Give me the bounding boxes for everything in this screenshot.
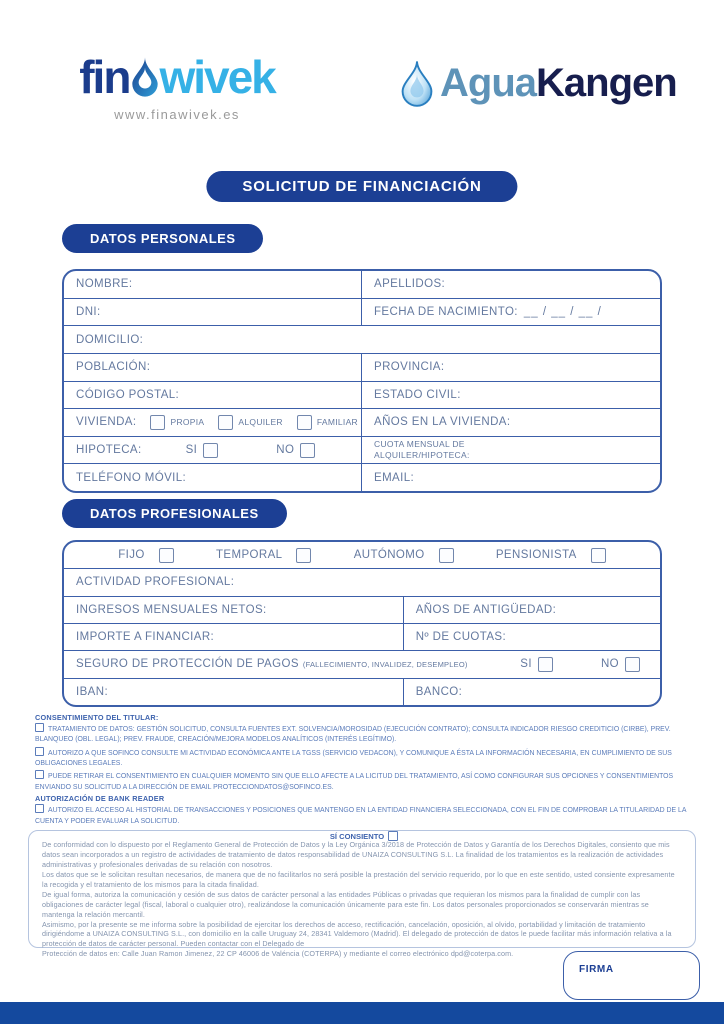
field-label: APELLIDOS: xyxy=(374,278,446,291)
checkbox-fijo[interactable] xyxy=(159,548,174,563)
option-label: SI xyxy=(185,444,198,457)
field-poblacion[interactable] xyxy=(64,354,362,381)
field-dni[interactable] xyxy=(64,299,362,326)
table-row xyxy=(64,353,660,381)
consent-item xyxy=(35,770,693,793)
field-label: SEGURO DE PROTECCIÓN DE PAGOS xyxy=(76,658,299,671)
option-label: FAMILIAR xyxy=(316,417,358,428)
option-label: TEMPORAL xyxy=(215,549,283,562)
table-row xyxy=(64,623,660,650)
water-drop-icon xyxy=(130,55,160,99)
section-title-datos-personales: DATOS PERSONALES xyxy=(62,224,263,253)
option-label: SI xyxy=(520,658,532,671)
field-label: POBLACIÓN: xyxy=(76,361,151,374)
option-label: PENSIONISTA xyxy=(495,549,577,562)
aguakangen-logo-text-kangen: Kangen xyxy=(536,60,677,105)
field-seguro-proteccion-pagos xyxy=(64,651,660,677)
aguakangen-logo-text-agua: Agua xyxy=(440,60,536,105)
field-label-line1: CUOTA MENSUAL DE xyxy=(374,439,465,450)
field-label: CÓDIGO POSTAL: xyxy=(76,388,180,401)
option-label: ALQUILER xyxy=(238,417,283,428)
field-hipoteca xyxy=(64,437,362,464)
field-ingresos-mensuales[interactable] xyxy=(64,597,404,623)
water-drop-icon xyxy=(399,60,435,106)
field-label: TELÉFONO MÓVIL: xyxy=(76,471,187,484)
table-row xyxy=(64,436,660,464)
field-label: INGRESOS MENSUALES NETOS: xyxy=(76,603,267,616)
professional-data-table xyxy=(62,540,662,707)
checkbox-seguro-si[interactable] xyxy=(538,657,553,672)
field-label: IMPORTE A FINANCIAR: xyxy=(76,631,215,644)
field-importe-a-financiar[interactable] xyxy=(64,624,404,650)
field-label: PROVINCIA: xyxy=(374,361,445,374)
field-label: FECHA DE NACIMIENTO: xyxy=(374,305,518,318)
consent-item-text: AUTORIZO A QUE SOFINCO CONSULTE MI ACTIVIDAD ECONÓMICA ANTE LA TGSS (SERVICIO VEDACON), Y COMUNIQUE A ÉSTA LA INFORMACIÓN NECESARIA, EN CUMPLIMIENTO DE SUS OBLIGACIONES LEGALES. xyxy=(35,749,672,768)
table-row xyxy=(64,298,660,326)
legal-paragraph: Protección de datos en: Calle Juan Ramon Jimenez, 22 CP 46006 de Valéncia (COTERPA) y mediante el correo electrónico dpd@coterpa.com. xyxy=(42,949,514,959)
field-label: EMAIL: xyxy=(374,471,415,484)
table-row xyxy=(64,568,660,595)
field-label-line2: ALQUILER/HIPOTECA: xyxy=(374,450,470,461)
consent-item-text: PUEDE RETIRAR EL CONSENTIMIENTO EN CUALQUIER MOMENTO SIN QUE ELLO AFECTE A LA LICITUD DEL TRATAMIENTO, ASÍ COMO CONFIGURAR SUS OPCIONES Y CONSENTIMIENTOS ENVIANDO SU SOLICITUD A LA DIRECCIÓN DE EMAIL PROTECCIONDATOS@SOFINCO.ES. xyxy=(35,773,674,791)
field-label: DNI: xyxy=(76,305,101,318)
personal-data-table xyxy=(62,269,662,493)
field-label: IBAN: xyxy=(76,685,109,698)
field-label: DOMICILIO: xyxy=(76,333,144,346)
si-consiento-label: SÍ CONSIENTO xyxy=(329,831,385,841)
checkbox-bank-reader[interactable] xyxy=(35,804,44,813)
table-row xyxy=(64,463,660,491)
field-label: AÑOS DE ANTIGÜEDAD: xyxy=(415,603,557,616)
field-banco[interactable] xyxy=(404,679,660,705)
field-actividad-profesional[interactable] xyxy=(64,569,660,595)
field-label: Nº DE CUOTAS: xyxy=(415,631,507,644)
legal-notice-box xyxy=(28,830,696,959)
legal-paragraph: De igual forma, autoriza la comunicación y cesión de sus datos de carácter personal a las entidades Públicas o privadas que requieran los mismos para la finalidad de cumplir con las obligaciones de carácter legal (fiscal, laboral o cualquier otro), realizándose la comunicación únicamente para este fin. Los datos personales proporcionados se conservarán mientras se mantenga la relación mercantil. xyxy=(42,889,649,919)
option-label: PROPIA xyxy=(170,417,205,428)
table-row xyxy=(64,542,660,568)
table-row xyxy=(64,650,660,677)
date-slots: __ / __ / __ / xyxy=(523,305,602,318)
form-title: SOLICITUD DE FINANCIACIÓN xyxy=(206,171,517,202)
field-label: ACTIVIDAD PROFESIONAL: xyxy=(76,576,235,589)
table-row xyxy=(64,325,660,353)
field-label: ESTADO CIVIL: xyxy=(374,388,461,401)
section-title-datos-profesionales: DATOS PROFESIONALES xyxy=(62,499,287,528)
checkbox-pensionista[interactable] xyxy=(591,548,606,563)
consent-item-text: TRATAMIENTO DE DATOS: GESTIÓN SOLICITUD, CONSULTA FUENTES EXT. SOLVENCIA/MOROSIDAD (EJECUCIÓN CONTRATO); CONSULTA INDICADOR RIESGO CREDITICIO (CIRBE), PREV. BLANQUEO (OBL. LEGAL); PREV. FRAUDE, CREACIÓN/MEJORA MODELOS ANALÍTICOS (INTERÉS LEGÍTIMO). xyxy=(35,726,671,744)
field-numero-cuotas[interactable] xyxy=(404,624,660,650)
field-vivienda xyxy=(64,409,362,436)
field-nombre[interactable] xyxy=(64,271,362,298)
legal-paragraph: Los datos que se le solicitan resultan necesarios, de manera que de no facilitarlos no será posible la prestación del servicio requerido, por lo que en este sentido, usted consiente expresamente la recogida y el tratamiento de los mismos para la citada finalidad. xyxy=(42,869,675,889)
checkbox-familiar[interactable] xyxy=(297,415,312,430)
checkbox-autorizo-tgss[interactable] xyxy=(35,747,44,756)
table-row xyxy=(64,381,660,409)
checkbox-autonomo[interactable] xyxy=(439,548,454,563)
field-label: AÑOS EN LA VIVIENDA: xyxy=(374,416,511,429)
checkbox-hipoteca-si[interactable] xyxy=(203,443,218,458)
signature-label: FIRMA xyxy=(579,964,614,975)
consent-item xyxy=(35,804,693,827)
field-iban[interactable] xyxy=(64,679,404,705)
finawivek-logo xyxy=(58,50,296,122)
field-label: HIPOTECA: xyxy=(76,444,142,457)
legal-paragraph: Asimismo, por la presente se me informa sobre la posibilidad de ejercitar los derechos de acceso, rectificación, cancelación, oposición, al olvido, portabilidad y limitación de tratamiento dirigiéndome a UNAIZA CONSULTING S.L., con domicilio en la calle Uruguay 24, 28341 Valdemoro (Madrid). El delegado de protección de datos le puede facilitar más información relativa a la protección de datos de carácter personal. Pueden contactar con el Delegado de xyxy=(42,919,672,949)
footer-bar xyxy=(0,1002,724,1024)
consent-item xyxy=(35,747,693,770)
consent-section xyxy=(35,713,693,841)
field-telefono-movil[interactable] xyxy=(64,464,362,491)
field-apellidos[interactable] xyxy=(362,271,660,298)
legal-paragraph: De conformidad con lo dispuesto por el Reglamento General de Protección de Datos y la Ley Orgánica 3/2018 de Protección de Datos y Garantía de los Derechos Digitales, consiento que mis datos sean incorporados a un registro de actividades de tratamiento de datos responsabilidad de UNAIZA CONSULTING S.L. La finalidad de los tratamientos es la realización de actividades administrativas y profesionales derivadas de su relación con nosotros. xyxy=(42,840,670,869)
option-label: NO xyxy=(600,658,619,671)
table-row xyxy=(64,678,660,705)
consent-title: CONSENTIMIENTO DEL TITULAR: xyxy=(35,713,159,722)
field-label-note: (FALLECIMIENTO, INVALIDEZ, DESEMPLEO) xyxy=(302,659,468,669)
finawivek-website: www.finawivek.es xyxy=(114,107,240,122)
field-anos-vivienda[interactable] xyxy=(362,409,660,436)
checkbox-retirar-consentimiento[interactable] xyxy=(35,770,44,779)
field-codigo-postal[interactable] xyxy=(64,382,362,409)
bank-reader-title: AUTORIZACIÓN DE BANK READER xyxy=(35,794,165,804)
field-cuota-mensual[interactable] xyxy=(362,437,660,464)
consent-item-text: AUTORIZO EL ACCESO AL HISTORIAL DE TRANSACCIONES Y POSICIONES QUE MANTENGO EN LA ENTIDAD FINANCIERA SELECCIONADA, CON EL FIN DE COMPROBAR LA TITULARIDAD DE LA CUENTA Y PODER EVALUAR LA SOLICITUD. xyxy=(35,807,687,825)
field-provincia[interactable] xyxy=(362,354,660,381)
field-anos-antiguedad[interactable] xyxy=(404,597,660,623)
table-row xyxy=(64,408,660,436)
option-label: AUTÓNOMO xyxy=(353,549,425,562)
table-row xyxy=(64,271,660,298)
signature-box[interactable] xyxy=(563,951,700,1000)
field-domicilio[interactable] xyxy=(64,326,660,353)
field-estado-civil[interactable] xyxy=(362,382,660,409)
field-employment-type xyxy=(64,542,660,568)
finawivek-logo-text-suffix: wivek xyxy=(159,51,275,103)
checkbox-propia[interactable] xyxy=(150,415,165,430)
aguakangen-logo xyxy=(399,60,677,106)
checkbox-alquiler[interactable] xyxy=(218,415,233,430)
table-row xyxy=(64,596,660,623)
checkbox-temporal[interactable] xyxy=(296,548,311,563)
checkbox-tratamiento-datos[interactable] xyxy=(35,723,44,732)
field-label: BANCO: xyxy=(415,685,463,698)
field-label: NOMBRE: xyxy=(76,278,133,291)
field-email[interactable] xyxy=(362,464,660,491)
checkbox-hipoteca-no[interactable] xyxy=(300,443,315,458)
field-fecha-nacimiento[interactable] xyxy=(362,299,660,326)
consent-item xyxy=(35,723,693,746)
option-label: NO xyxy=(276,444,295,457)
option-label: FIJO xyxy=(118,549,145,562)
field-label: VIVIENDA: xyxy=(76,416,137,429)
finawivek-logo-text-prefix: fin xyxy=(79,51,130,103)
checkbox-seguro-no[interactable] xyxy=(625,657,640,672)
